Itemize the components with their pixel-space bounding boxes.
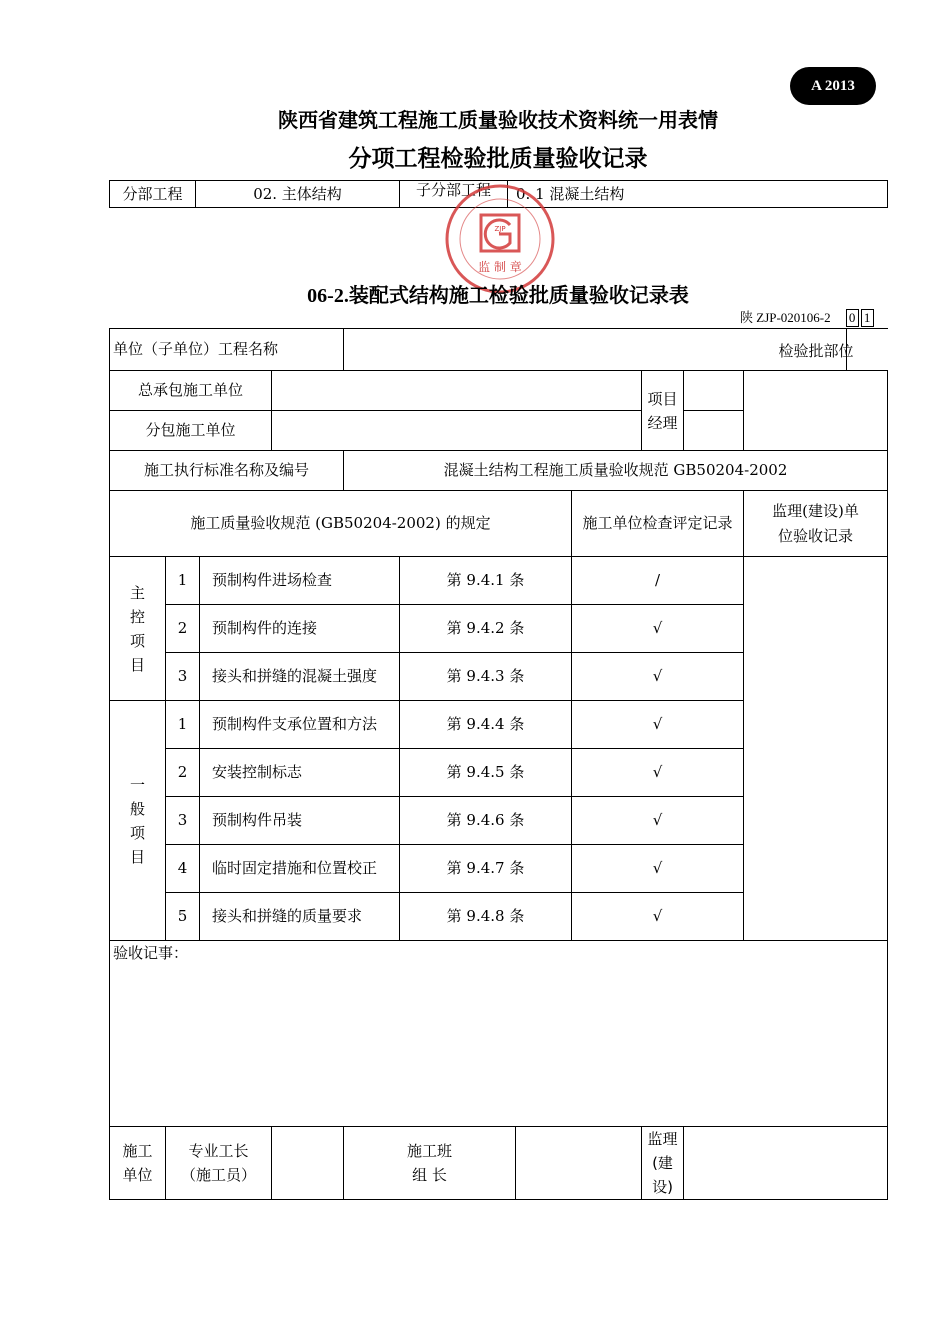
subcontractor-label: 分包施工单位 — [110, 411, 272, 451]
sign-supervisor-value — [684, 1127, 888, 1200]
general-item-no: 5 — [166, 893, 200, 941]
project-manager-value-2 — [684, 411, 744, 451]
division-label: 分部工程 — [110, 181, 196, 208]
standard-value: 混凝土结构工程施工质量验收规范 GB50204-2002 — [344, 451, 888, 491]
project-manager-label: 项目 经理 — [642, 371, 684, 451]
year-badge: A 2013 — [790, 67, 876, 105]
main-item-clause: 第 9.4.3 条 — [400, 653, 572, 701]
sign-foreman-label: 专业工长 （施工员） — [166, 1127, 272, 1200]
batch-part-label: 检验批部位 — [778, 342, 854, 360]
sign-foreman-value — [272, 1127, 344, 1200]
supervisor-record-cell — [744, 557, 888, 941]
main-item-check: / — [572, 557, 744, 605]
form-code-text: 陕 ZJP-020106-2 — [740, 310, 831, 325]
sign-supervisor-label: 监理 (建设) — [642, 1127, 684, 1200]
general-item-clause: 第 9.4.8 条 — [400, 893, 572, 941]
supervisor-header: 监理(建设)单 位验收记录 — [744, 491, 888, 557]
form-code — [740, 307, 874, 327]
contractor-check-header: 施工单位检查评定记录 — [572, 491, 744, 557]
sub-division-label: 子分部工程 — [400, 181, 508, 208]
division-value: 02. 主体结构 — [196, 181, 400, 208]
general-item-name: 安装控制标志 — [200, 749, 400, 797]
spec-header: 施工质量验收规范 (GB50204-2002) 的规定 — [110, 491, 572, 557]
general-item-check: √ — [572, 797, 744, 845]
general-item-name: 接头和拼缝的质量要求 — [200, 893, 400, 941]
main-items-label: 主 控 项 目 — [110, 557, 166, 701]
general-item-clause: 第 9.4.6 条 — [400, 797, 572, 845]
general-item-no: 3 — [166, 797, 200, 845]
subcontractor-value — [272, 411, 642, 451]
project-manager-value — [684, 371, 744, 411]
main-item-no: 3 — [166, 653, 200, 701]
form-title: 06-2.装配式结构施工检验批质量验收记录表 — [307, 285, 689, 307]
general-item-no: 1 — [166, 701, 200, 749]
main-item-check: √ — [572, 605, 744, 653]
general-item-clause: 第 9.4.4 条 — [400, 701, 572, 749]
batch-part-value — [744, 371, 888, 451]
code-digit-1: 0 — [846, 309, 859, 327]
seal-logo: ZJP — [494, 225, 506, 233]
general-item-check: √ — [572, 845, 744, 893]
inspection-table — [109, 328, 888, 1200]
code-digit-2: 1 — [861, 309, 874, 327]
main-item-name: 接头和拼缝的混凝土强度 — [200, 653, 400, 701]
remarks-label: 验收记事： — [113, 944, 189, 962]
sign-unit-label: 施工 单位 — [110, 1127, 166, 1200]
general-item-name: 临时固定措施和位置校正 — [200, 845, 400, 893]
unit-name-label: 单位（子单位）工程名称 — [110, 329, 344, 371]
remarks-cell — [110, 941, 888, 1127]
main-item-check: √ — [572, 653, 744, 701]
main-item-no: 1 — [166, 557, 200, 605]
main-item-clause: 第 9.4.1 条 — [400, 557, 572, 605]
general-contractor-value — [272, 371, 642, 411]
sign-team-label: 施工班 组 长 — [344, 1127, 516, 1200]
sign-team-value — [516, 1127, 642, 1200]
general-item-name: 预制构件支承位置和方法 — [200, 701, 400, 749]
main-item-clause: 第 9.4.2 条 — [400, 605, 572, 653]
sub-division-value: 0. 1 混凝土结构 — [508, 181, 888, 208]
general-contractor-label: 总承包施工单位 — [110, 371, 272, 411]
document-title: 陕西省建筑工程施工质量验收技术资料统一用表情 — [278, 108, 718, 132]
general-item-no: 2 — [166, 749, 200, 797]
general-items-label: 一 般 项 目 — [110, 701, 166, 941]
main-item-no: 2 — [166, 605, 200, 653]
general-item-check: √ — [572, 749, 744, 797]
standard-label: 施工执行标准名称及编号 — [110, 451, 344, 491]
general-item-check: √ — [572, 701, 744, 749]
general-item-clause: 第 9.4.5 条 — [400, 749, 572, 797]
general-item-check: √ — [572, 893, 744, 941]
general-item-no: 4 — [166, 845, 200, 893]
record-title: 分项工程检验批质量验收记录 — [348, 145, 648, 172]
general-item-clause: 第 9.4.7 条 — [400, 845, 572, 893]
seal-text: 监 制 章 — [478, 260, 522, 274]
main-item-name: 预制构件进场检查 — [200, 557, 400, 605]
general-item-name: 预制构件吊装 — [200, 797, 400, 845]
main-item-name: 预制构件的连接 — [200, 605, 400, 653]
